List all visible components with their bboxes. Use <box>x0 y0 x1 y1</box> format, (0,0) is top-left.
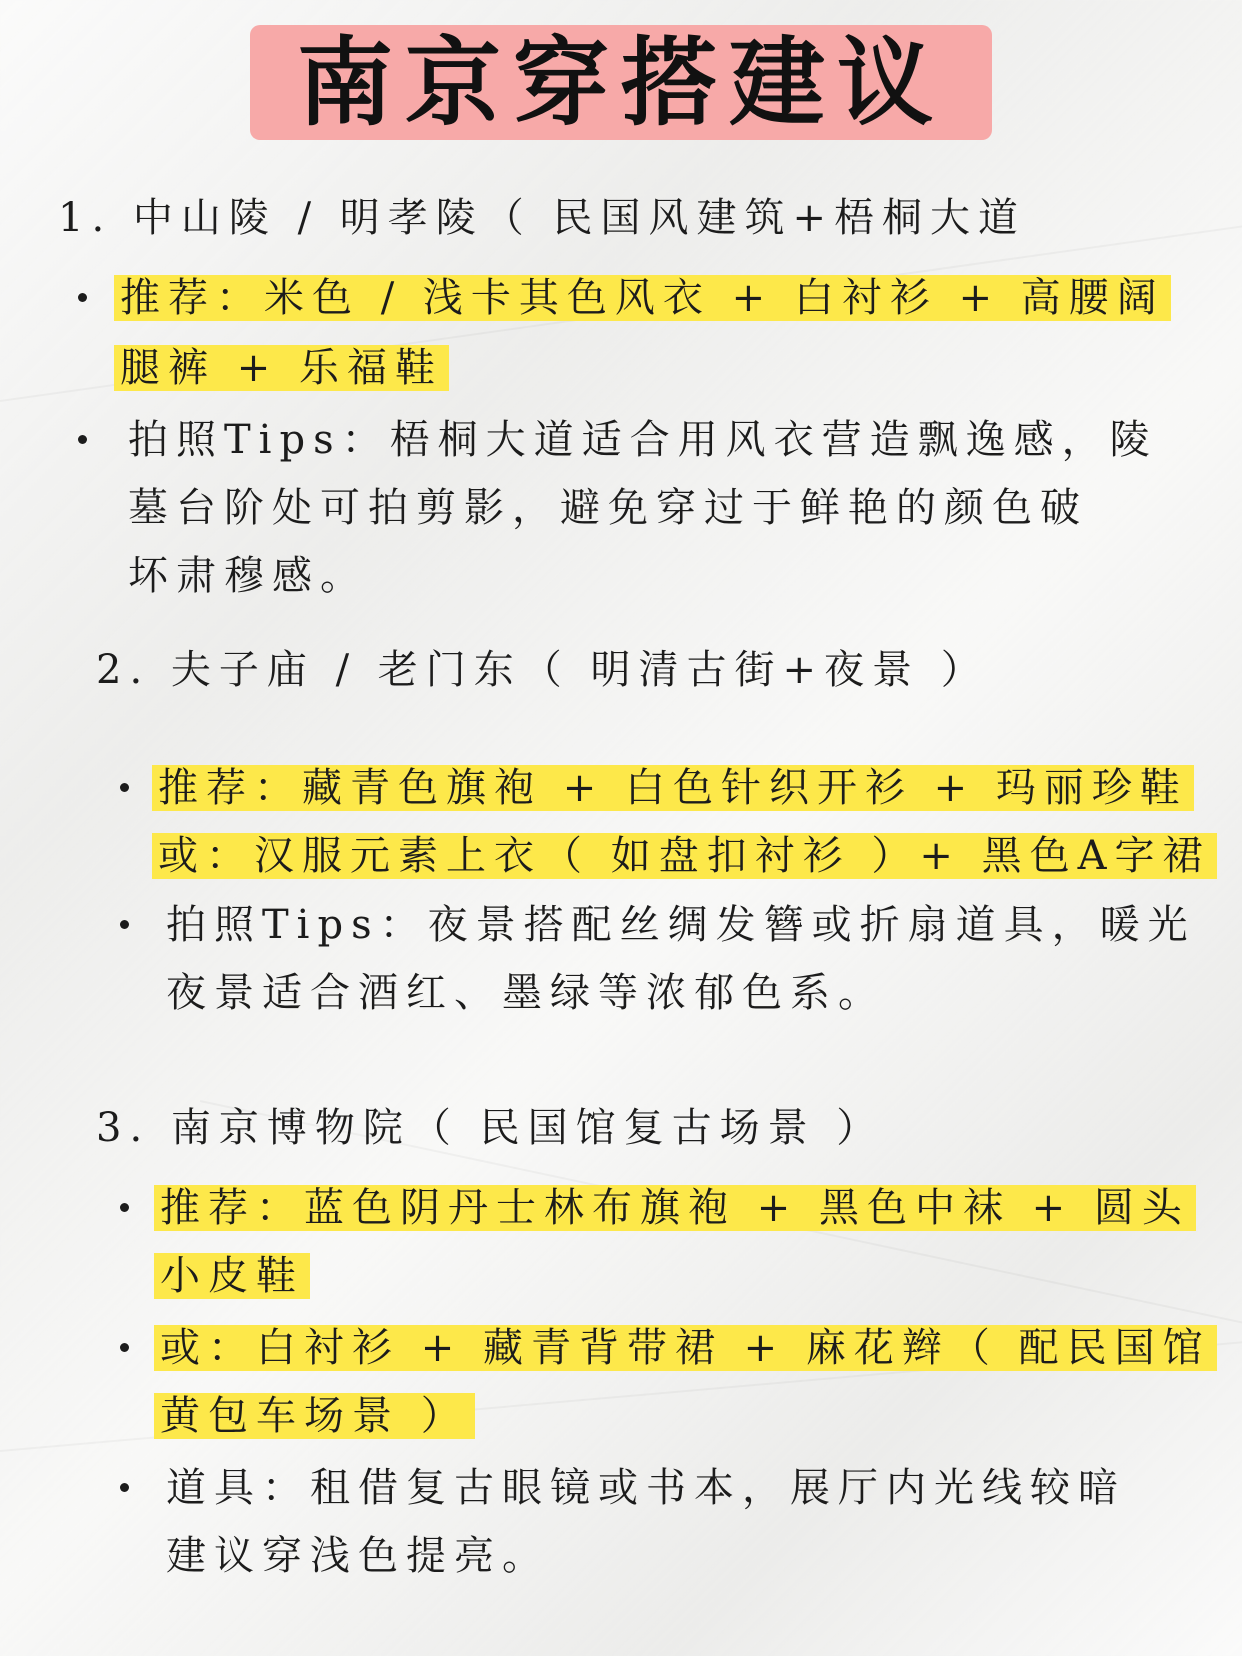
bullet-text: 建议穿浅色提亮。 <box>166 1533 550 1579</box>
bullet-line <box>154 1318 1217 1378</box>
highlighted-text: 或：白衬衫 + 藏青背带裙 + 麻花辫（ 配民国馆 <box>154 1325 1217 1371</box>
bullet-text: 拍照Tips：夜景搭配丝绸发簪或折扇道具，暖光 <box>166 902 1196 948</box>
section-heading: 3. 南京博物院（ 民国馆复古场景 ） <box>96 1105 885 1151</box>
highlighted-text: 腿裤 + 乐福鞋 <box>114 345 449 391</box>
bullet-line <box>154 1178 1196 1238</box>
title-banner <box>250 25 992 140</box>
bullet-line <box>152 826 1217 886</box>
section-heading: 2. 夫子庙 / 老门东（ 明清古街+夜景 ） <box>96 647 989 693</box>
bullet-text: 坏肃穆感。 <box>128 553 368 599</box>
highlighted-text: 或：汉服元素上衣（ 如盘扣衬衫 ）+ 黑色A字裙 <box>152 833 1217 879</box>
highlighted-text: 推荐：蓝色阴丹士林布旗袍 + 黑色中袜 + 圆头 <box>154 1185 1196 1231</box>
bullet-line <box>152 758 1194 818</box>
bullet-icon <box>120 1483 129 1492</box>
bullet-text: 道具：租借复古眼镜或书本，展厅内光线较暗 <box>166 1465 1126 1511</box>
bullet-line <box>114 338 449 398</box>
bullet-text: 墓台阶处可拍剪影，避免穿过于鲜艳的颜色破 <box>128 485 1088 531</box>
bullet-text: 夜景适合酒红、墨绿等浓郁色系。 <box>166 970 886 1016</box>
highlighted-text: 推荐：米色 / 浅卡其色风衣 + 白衬衫 + 高腰阔 <box>114 275 1171 321</box>
bullet-line <box>114 268 1171 328</box>
bullet-text: 拍照Tips：梧桐大道适合用风衣营造飘逸感，陵 <box>128 417 1158 463</box>
bullet-line <box>154 1386 475 1446</box>
page-title: 南京穿搭建议 <box>297 26 945 139</box>
bullet-icon <box>120 920 129 929</box>
bullet-icon <box>120 783 129 792</box>
bullet-icon <box>120 1203 129 1212</box>
bullet-icon <box>78 293 87 302</box>
bullet-icon <box>78 435 87 444</box>
bullet-line <box>154 1246 310 1306</box>
highlighted-text: 推荐：藏青色旗袍 + 白色针织开衫 + 玛丽珍鞋 <box>152 765 1194 811</box>
highlighted-text: 小皮鞋 <box>154 1253 310 1299</box>
bullet-icon <box>120 1343 129 1352</box>
highlighted-text: 黄包车场景 ） <box>154 1393 475 1439</box>
section-heading: 1. 中山陵 / 明孝陵（ 民国风建筑+梧桐大道 <box>58 195 1027 241</box>
